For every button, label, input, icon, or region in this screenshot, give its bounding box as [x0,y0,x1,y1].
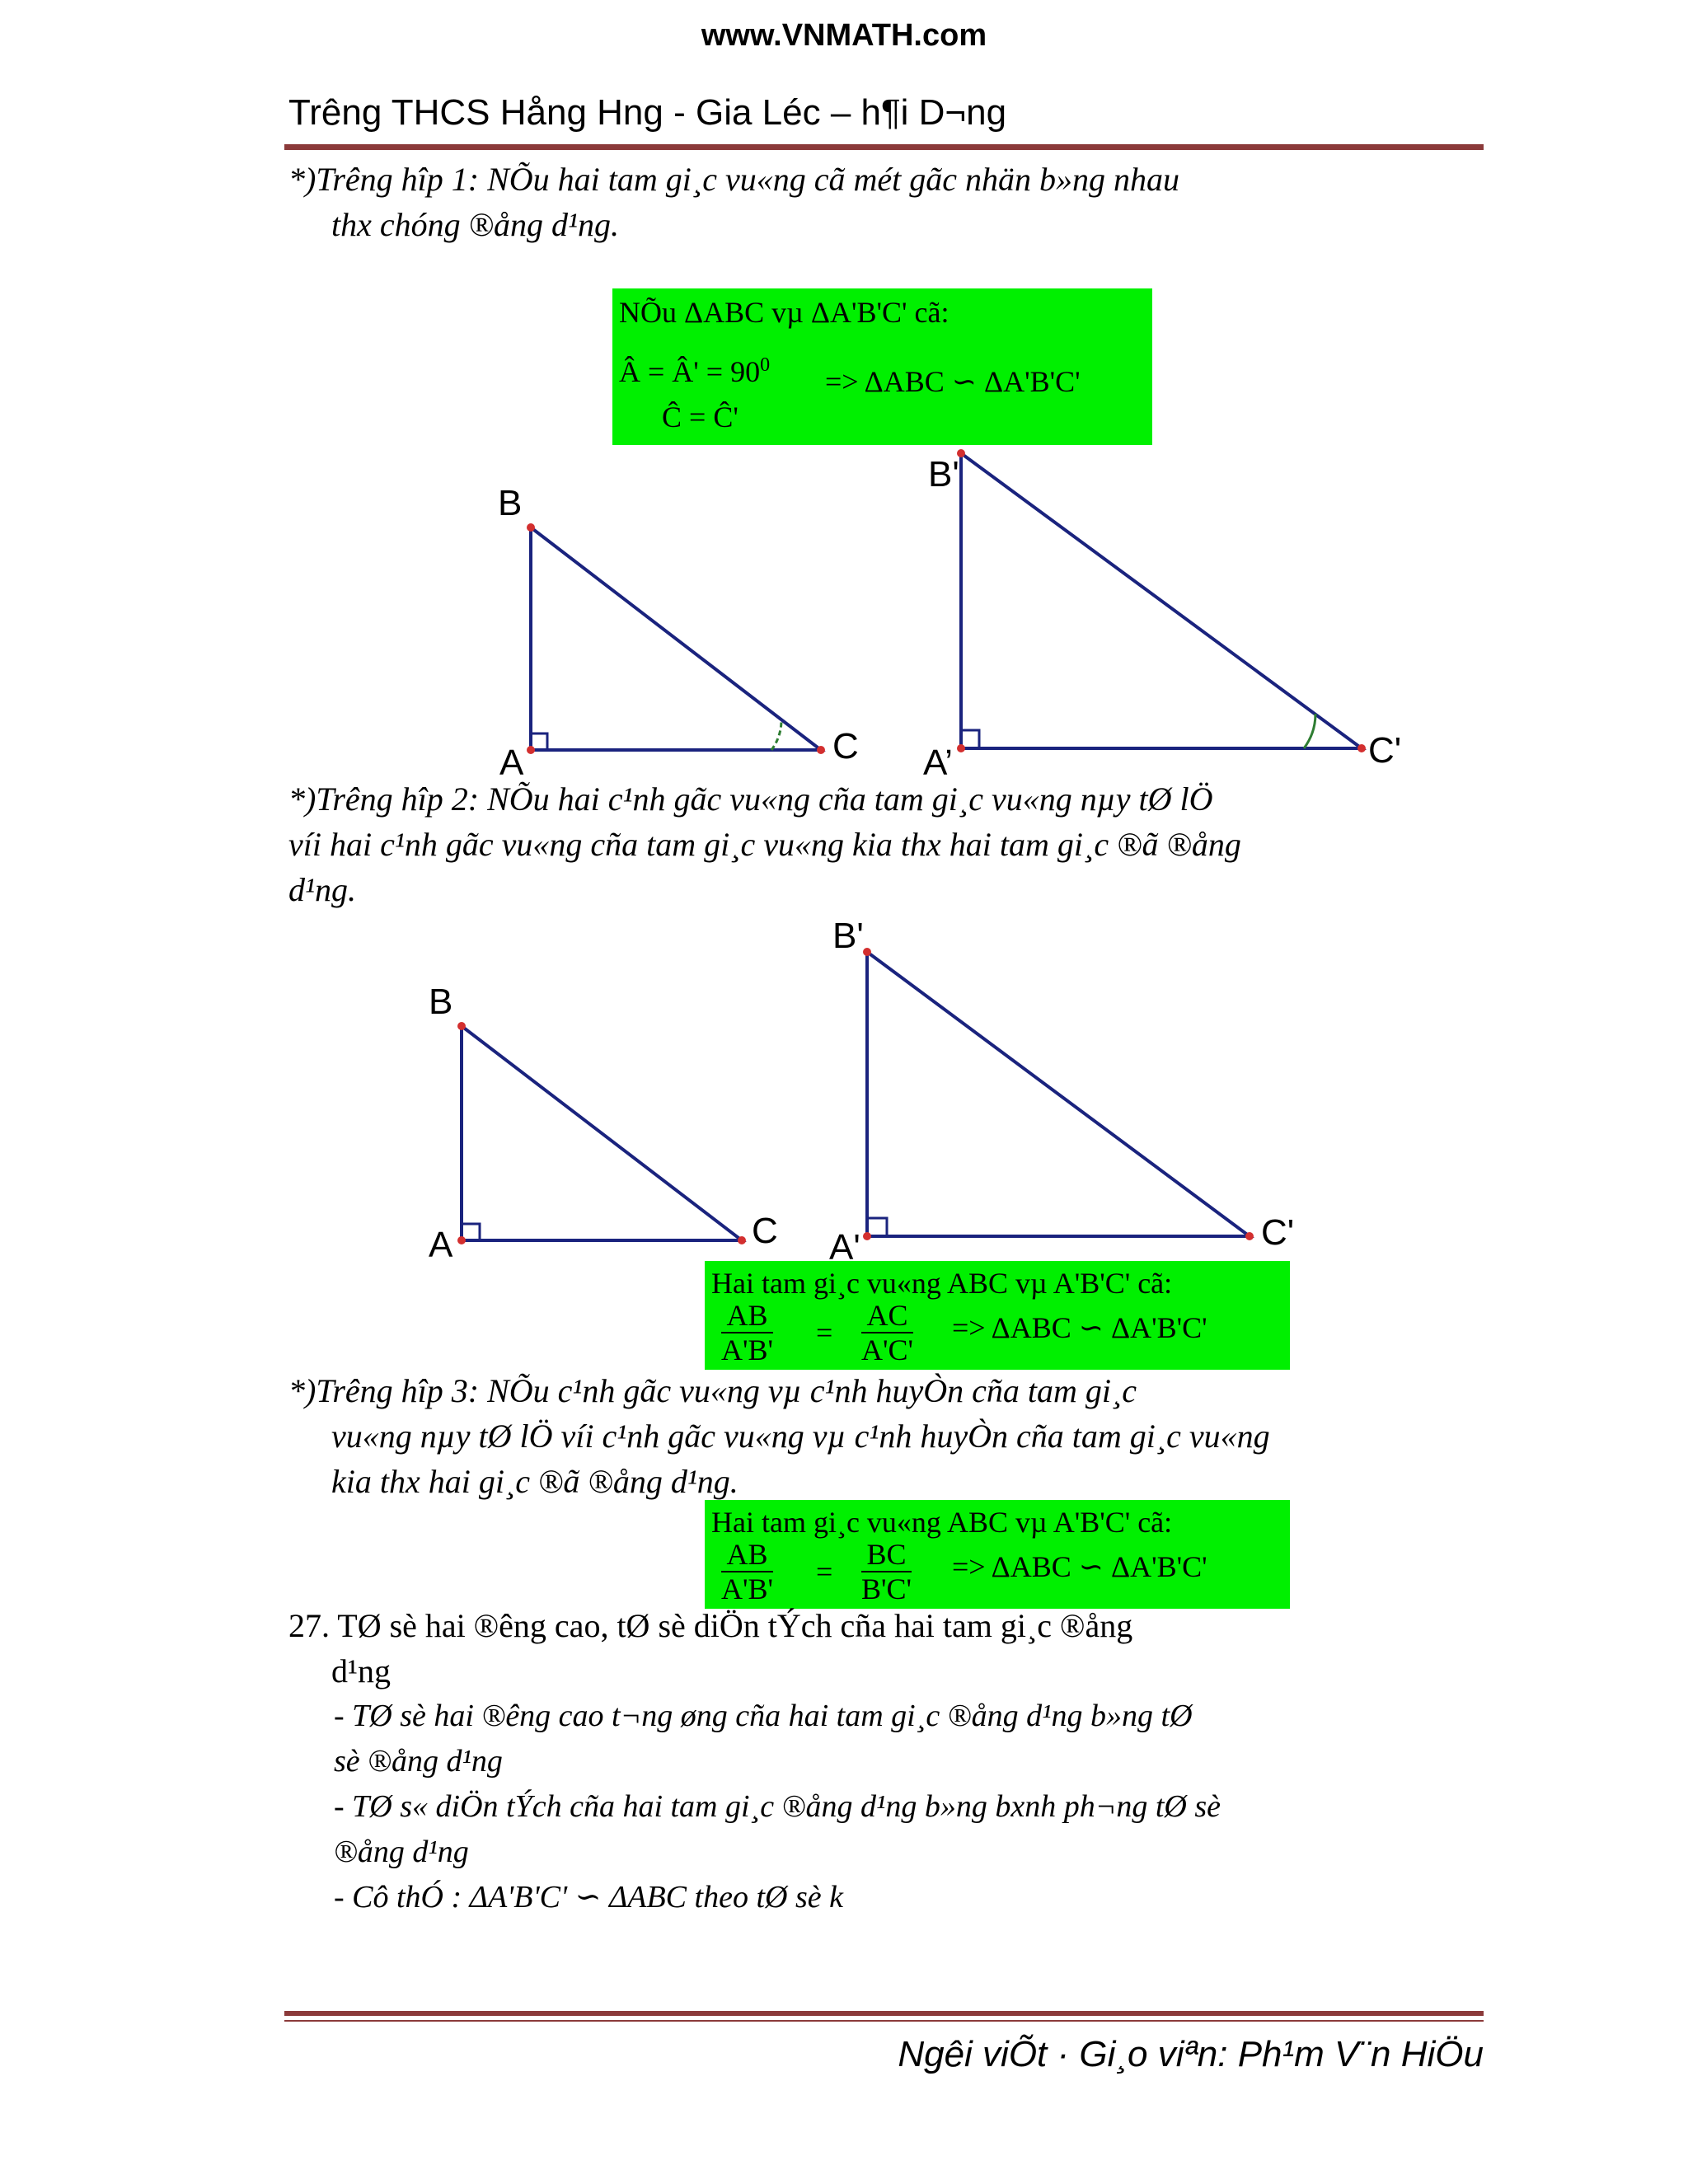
angle-mark-cp [1304,714,1315,748]
case1-line2: thx chóng ®ång d¹ng. [331,206,620,243]
bullet-2a: - TØ s« diÖn tÝch cña hai tam gi¸c ®ång d¹ng b»ng bxnh ph¬ng tØ sè [334,1789,1221,1824]
bullet-1b: sè ®ång d¹ng [334,1744,503,1779]
case1-figure [462,429,1451,791]
label2-b: B [429,982,453,1022]
case2-box-l1: Hai tam gi¸c vu«ng ABC vµ A'B'C' cã: [711,1267,1173,1300]
label-c: C [832,726,859,766]
label-b: B [498,483,523,523]
case2-frac2: $\frac{AC}{A'C'}$ [861,1299,913,1366]
point2-cp [1245,1232,1254,1240]
point-cp [1357,744,1366,752]
label2-cp: C' [1261,1212,1295,1253]
angle-mark-c [771,720,781,750]
page-header: Trêng THCS Hång Hng - Gia Léc – h¶i D¬ng [288,92,1007,133]
case2-frac1: $\frac{AB}{A'B'}$ [721,1299,773,1366]
case2-figure [412,915,1352,1261]
site-url: www.VNMATH.com [701,18,987,53]
point2-a [457,1236,466,1244]
bullet-3: - Cô thÓ : ΔA'B'C' ∽ ΔABC theo tØ sè k [334,1880,843,1915]
section-27-bullets [334,1694,1488,1920]
label2-c: C [752,1211,778,1251]
case1-box-l1: NÕu ΔABC vµ ΔA'B'C' cã: [619,296,950,329]
point-a [527,746,535,754]
footer-rule-thin [284,2020,1484,2022]
label2-bp: B' [832,916,864,956]
label-bp: B' [928,454,959,494]
header-rule [284,144,1484,150]
label-ap: A’ [923,743,953,783]
triangle-apbpcp [961,453,1362,748]
point-ap [957,744,965,752]
point2-ap [863,1232,871,1240]
point-c [817,746,825,754]
case1-box [612,288,1152,445]
label2-a: A [429,1225,453,1261]
case3-frac2: $\frac{BC}{B'C'}$ [861,1538,912,1605]
point2-bp [863,948,871,956]
bullet-1a: - TØ sè hai ®êng cao t¬ng øng cña hai tam gi¸c ®ång d¹ng b»ng tØ [334,1699,1193,1733]
case3-line2: vu«ng nµy tØ lÖ víi c¹nh gãc vu«ng vµ c¹nh huyÒn cña tam gi¸c vu«ng [331,1418,1270,1455]
case3-box-concl: => ΔABC ∽ ΔA'B'C' [952,1550,1207,1583]
label2-ap: A' [829,1227,860,1261]
case1-box-l2: Â = Â' = $90^0$ [619,354,771,388]
case3-line3: kia thx hai gi¸c ®ã ®ång d¹ng. [331,1463,738,1500]
point2-b [457,1022,466,1030]
bullet-2b: ®ång d¹ng [334,1835,469,1869]
case1-text [288,157,1179,247]
footer-rule [284,2011,1484,2016]
point-b [527,523,535,532]
case2-box: Hai tam gi¸c vu«ng ABC vµ A'B'C' cã: $\frac{AB}{A'B'}$ = $\frac{AC}{A'C'}$ => ΔABC ∽ ΔA'B'C' [705,1261,1290,1370]
case2-line2: víi hai c¹nh gãc vu«ng cña tam gi¸c vu«ng kia thx hai tam gi¸c ®ã ®ång [288,826,1241,863]
label-cp: C' [1368,730,1402,771]
triangle2-abc [462,1026,742,1240]
case3-text [288,1368,1488,1504]
page-footer: Ngêi viÕt · Gi¸o viªn: Ph¹m V¨n HiÖu [898,2034,1484,2074]
triangle-abc [531,527,821,750]
label-a: A [499,743,524,783]
triangle2-apbpcp [867,952,1250,1236]
case1-box-l3: Ĉ = Ĉ' [662,401,738,434]
section-27-title: 27. TØ sè hai ®êng cao, tØ sè diÖn tÝch cña hai tam gi¸c ®ång d¹ng [288,1607,1133,1690]
case3-box: Hai tam gi¸c vu«ng ABC vµ A'B'C' cã: $\frac{AB}{A'B'}$ = $\frac{BC}{B'C'}$ => ΔABC ∽ ΔA'B'C' [705,1500,1290,1609]
point2-c [738,1236,746,1244]
case2-text [288,776,1488,912]
case3-frac1: $\frac{AB}{A'B'}$ [721,1538,773,1605]
case3-line1: *)Trêng hîp 3: NÕu c¹nh gãc vu«ng vµ c¹nh huyÒn cña tam gi¸c [288,1372,1137,1409]
case3-box-l1: Hai tam gi¸c vu«ng ABC vµ A'B'C' cã: [711,1506,1173,1539]
case2-box-concl: => ΔABC ∽ ΔA'B'C' [952,1311,1207,1344]
case1-box-concl: => ΔABC ∽ ΔA'B'C' [825,365,1081,398]
case2-line1: *)Trêng hîp 2: NÕu hai c¹nh gãc vu«ng cña tam gi¸c vu«ng nµy tØ lÖ [288,780,1213,818]
case1-line1: *)Trêng hîp 1: NÕu hai tam gi¸c vu«ng cã mét gãc nhän b»ng nhau [288,161,1179,198]
case2-line3: d¹ng. [288,871,356,908]
